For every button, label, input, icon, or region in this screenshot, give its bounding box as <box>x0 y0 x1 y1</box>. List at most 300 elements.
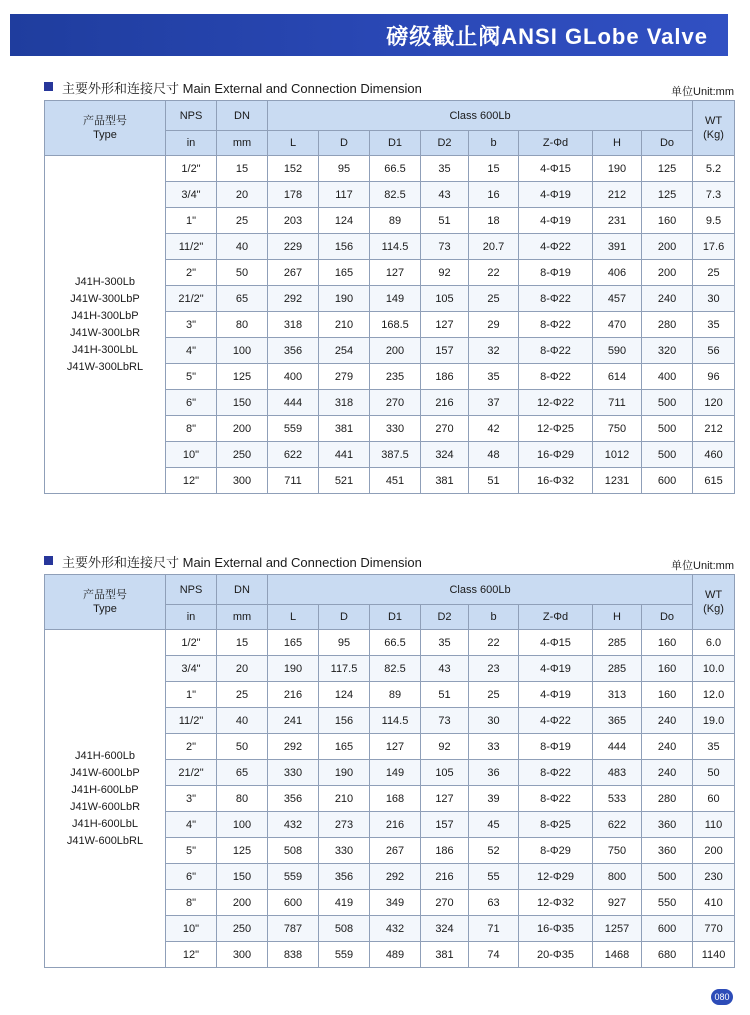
col-Do: Do <box>642 131 693 156</box>
cell-b: 51 <box>469 468 519 494</box>
cell-b: 33 <box>469 734 519 760</box>
cell-L: 400 <box>268 364 319 390</box>
cell-b: 48 <box>469 442 519 468</box>
cell-D1: 235 <box>370 364 421 390</box>
col-D1: D1 <box>370 605 421 630</box>
cell-dn: 150 <box>217 864 268 890</box>
cell-D2: 92 <box>421 734 469 760</box>
cell-nps: 10" <box>166 442 217 468</box>
cell-L: 190 <box>268 656 319 682</box>
cell-nps: 8" <box>166 416 217 442</box>
cell-Z: 8-Φ19 <box>519 734 593 760</box>
cell-nps: 1/2" <box>166 156 217 182</box>
cell-Z: 4-Φ15 <box>519 630 593 656</box>
cell-D1: 127 <box>370 260 421 286</box>
cell-L: 444 <box>268 390 319 416</box>
cell-wt: 17.6 <box>693 234 735 260</box>
cell-L: 165 <box>268 630 319 656</box>
cell-H: 406 <box>593 260 642 286</box>
dimension-table <box>44 100 735 494</box>
cell-nps: 3/4" <box>166 656 217 682</box>
model-name: J41W-300LbP <box>70 292 140 305</box>
cell-nps: 12" <box>166 942 217 968</box>
cell-D2: 43 <box>421 182 469 208</box>
dimension-table <box>44 574 735 968</box>
col-b: b <box>469 131 519 156</box>
cell-b: 37 <box>469 390 519 416</box>
cell-H: 590 <box>593 338 642 364</box>
cell-nps: 2" <box>166 260 217 286</box>
cell-nps: 4" <box>166 338 217 364</box>
cell-D1: 267 <box>370 838 421 864</box>
cell-Z: 12-Φ32 <box>519 890 593 916</box>
dn-header: DN <box>217 101 268 131</box>
cell-wt: 35 <box>693 312 735 338</box>
cell-H: 750 <box>593 838 642 864</box>
cell-nps: 5" <box>166 364 217 390</box>
cell-D1: 168 <box>370 786 421 812</box>
class-header: Class 600Lb <box>268 101 693 131</box>
model-list <box>45 630 166 968</box>
cell-H: 444 <box>593 734 642 760</box>
cell-wt: 410 <box>693 890 735 916</box>
cell-D: 273 <box>319 812 370 838</box>
model-list <box>45 156 166 494</box>
cell-dn: 15 <box>217 156 268 182</box>
col-Do: Do <box>642 605 693 630</box>
cell-nps: 21/2" <box>166 286 217 312</box>
table-row <box>45 156 735 182</box>
cell-nps: 12" <box>166 468 217 494</box>
cell-b: 35 <box>469 364 519 390</box>
cell-wt: 35 <box>693 734 735 760</box>
cell-L: 559 <box>268 864 319 890</box>
wt-header: WT (Kg) <box>693 101 735 156</box>
section-title: 主要外形和连接尺寸 Main External and Connection Dimension <box>62 81 422 96</box>
cell-nps: 3" <box>166 312 217 338</box>
cell-dn: 20 <box>217 656 268 682</box>
cell-D2: 381 <box>421 942 469 968</box>
cell-D2: 127 <box>421 786 469 812</box>
section-bullet-icon <box>44 556 53 565</box>
cell-Z: 8-Φ19 <box>519 260 593 286</box>
cell-D2: 43 <box>421 656 469 682</box>
cell-dn: 100 <box>217 338 268 364</box>
cell-wt: 25 <box>693 260 735 286</box>
cell-Z: 4-Φ19 <box>519 208 593 234</box>
cell-Do: 240 <box>642 760 693 786</box>
cell-D: 210 <box>319 312 370 338</box>
model-name: J41H-600LbP <box>71 783 139 796</box>
cell-D2: 216 <box>421 864 469 890</box>
table-row <box>45 630 735 656</box>
cell-D: 254 <box>319 338 370 364</box>
cell-Do: 160 <box>642 656 693 682</box>
cell-Z: 4-Φ15 <box>519 156 593 182</box>
cell-D: 165 <box>319 734 370 760</box>
cell-b: 71 <box>469 916 519 942</box>
cell-Z: 4-Φ19 <box>519 682 593 708</box>
cell-b: 22 <box>469 260 519 286</box>
cell-D: 330 <box>319 838 370 864</box>
cell-D2: 35 <box>421 156 469 182</box>
cell-L: 152 <box>268 156 319 182</box>
cell-Z: 8-Φ22 <box>519 286 593 312</box>
cell-b: 63 <box>469 890 519 916</box>
model-name: J41W-300LbR <box>69 326 141 339</box>
cell-nps: 11/2" <box>166 234 217 260</box>
cell-H: 711 <box>593 390 642 416</box>
cell-dn: 40 <box>217 234 268 260</box>
cell-Z: 12-Φ25 <box>519 416 593 442</box>
cell-Do: 360 <box>642 838 693 864</box>
cell-D: 190 <box>319 286 370 312</box>
cell-Do: 600 <box>642 916 693 942</box>
cell-Do: 240 <box>642 734 693 760</box>
cell-D2: 157 <box>421 338 469 364</box>
cell-L: 203 <box>268 208 319 234</box>
cell-wt: 60 <box>693 786 735 812</box>
col-Z: Z-Φd <box>519 131 593 156</box>
page-number: 080 <box>714 992 730 1002</box>
cell-D2: 35 <box>421 630 469 656</box>
cell-D2: 51 <box>421 682 469 708</box>
cell-wt: 615 <box>693 468 735 494</box>
cell-Z: 12-Φ29 <box>519 864 593 890</box>
cell-H: 927 <box>593 890 642 916</box>
table-body <box>45 630 735 968</box>
cell-dn: 25 <box>217 208 268 234</box>
cell-b: 22 <box>469 630 519 656</box>
cell-Z: 4-Φ19 <box>519 182 593 208</box>
cell-wt: 110 <box>693 812 735 838</box>
cell-D: 381 <box>319 416 370 442</box>
cell-wt: 230 <box>693 864 735 890</box>
cell-L: 356 <box>268 338 319 364</box>
cell-Do: 125 <box>642 182 693 208</box>
cell-nps: 3/4" <box>166 182 217 208</box>
model-name: J41H-300Lb <box>75 275 135 288</box>
cell-b: 25 <box>469 682 519 708</box>
cell-Do: 600 <box>642 468 693 494</box>
cell-b: 25 <box>469 286 519 312</box>
cell-nps: 21/2" <box>166 760 217 786</box>
cell-dn: 200 <box>217 890 268 916</box>
cell-Z: 8-Φ22 <box>519 312 593 338</box>
col-L: L <box>268 605 319 630</box>
model-name: J41H-600LbL <box>71 817 139 830</box>
cell-Do: 160 <box>642 208 693 234</box>
cell-D1: 451 <box>370 468 421 494</box>
cell-dn: 50 <box>217 734 268 760</box>
cell-D1: 270 <box>370 390 421 416</box>
cell-D1: 89 <box>370 682 421 708</box>
cell-dn: 100 <box>217 812 268 838</box>
cell-L: 318 <box>268 312 319 338</box>
cell-b: 52 <box>469 838 519 864</box>
page-number-badge <box>711 989 733 1005</box>
cell-D2: 381 <box>421 468 469 494</box>
cell-dn: 80 <box>217 786 268 812</box>
cell-wt: 50 <box>693 760 735 786</box>
cell-L: 292 <box>268 734 319 760</box>
cell-Z: 16-Φ32 <box>519 468 593 494</box>
cell-nps: 3" <box>166 786 217 812</box>
cell-wt: 6.0 <box>693 630 735 656</box>
cell-Do: 500 <box>642 390 693 416</box>
cell-H: 533 <box>593 786 642 812</box>
model-name: J41W-600LbRL <box>66 834 144 847</box>
section-title: 主要外形和连接尺寸 Main External and Connection Dimension <box>62 555 422 570</box>
cell-H: 313 <box>593 682 642 708</box>
col-L: L <box>268 131 319 156</box>
cell-wt: 7.3 <box>693 182 735 208</box>
cell-D: 156 <box>319 708 370 734</box>
cell-b: 74 <box>469 942 519 968</box>
cell-H: 483 <box>593 760 642 786</box>
cell-Do: 400 <box>642 364 693 390</box>
cell-L: 241 <box>268 708 319 734</box>
cell-nps: 2" <box>166 734 217 760</box>
model-name: J41W-600LbP <box>70 766 140 779</box>
cell-D1: 168.5 <box>370 312 421 338</box>
cell-Do: 240 <box>642 708 693 734</box>
cell-L: 229 <box>268 234 319 260</box>
cell-Z: 8-Φ22 <box>519 338 593 364</box>
cell-H: 470 <box>593 312 642 338</box>
cell-L: 559 <box>268 416 319 442</box>
cell-H: 622 <box>593 812 642 838</box>
cell-D2: 270 <box>421 416 469 442</box>
cell-L: 178 <box>268 182 319 208</box>
cell-wt: 5.2 <box>693 156 735 182</box>
cell-Z: 16-Φ29 <box>519 442 593 468</box>
cell-D: 95 <box>319 630 370 656</box>
cell-nps: 6" <box>166 864 217 890</box>
cell-Do: 320 <box>642 338 693 364</box>
nps-header: NPS <box>166 101 217 131</box>
cell-dn: 15 <box>217 630 268 656</box>
model-name: J41H-600Lb <box>75 749 135 762</box>
cell-H: 1231 <box>593 468 642 494</box>
cell-nps: 8" <box>166 890 217 916</box>
dn-header: DN <box>217 575 268 605</box>
model-name: J41H-300LbL <box>71 343 139 356</box>
cell-Z: 20-Φ35 <box>519 942 593 968</box>
cell-D: 521 <box>319 468 370 494</box>
cell-dn: 250 <box>217 916 268 942</box>
dimension-section-300lb <box>44 78 734 494</box>
cell-wt: 460 <box>693 442 735 468</box>
cell-dn: 65 <box>217 286 268 312</box>
cell-L: 838 <box>268 942 319 968</box>
model-name: J41W-300LbRL <box>66 360 144 373</box>
cell-dn: 50 <box>217 260 268 286</box>
cell-L: 787 <box>268 916 319 942</box>
section-bullet-icon <box>44 82 53 91</box>
cell-H: 457 <box>593 286 642 312</box>
dn-unit: mm <box>217 605 268 630</box>
cell-nps: 4" <box>166 812 217 838</box>
cell-dn: 40 <box>217 708 268 734</box>
cell-b: 36 <box>469 760 519 786</box>
cell-Z: 4-Φ22 <box>519 234 593 260</box>
cell-D: 419 <box>319 890 370 916</box>
cell-D: 165 <box>319 260 370 286</box>
cell-b: 16 <box>469 182 519 208</box>
cell-Do: 200 <box>642 260 693 286</box>
cell-L: 330 <box>268 760 319 786</box>
cell-wt: 212 <box>693 416 735 442</box>
cell-b: 55 <box>469 864 519 890</box>
cell-wt: 30 <box>693 286 735 312</box>
cell-dn: 200 <box>217 416 268 442</box>
cell-D2: 324 <box>421 916 469 942</box>
cell-Do: 280 <box>642 312 693 338</box>
cell-nps: 5" <box>166 838 217 864</box>
cell-H: 365 <box>593 708 642 734</box>
cell-b: 39 <box>469 786 519 812</box>
cell-wt: 56 <box>693 338 735 364</box>
col-b: b <box>469 605 519 630</box>
cell-Z: 4-Φ22 <box>519 708 593 734</box>
nps-unit: in <box>166 605 217 630</box>
cell-wt: 1140 <box>693 942 735 968</box>
cell-Do: 200 <box>642 234 693 260</box>
cell-nps: 1" <box>166 208 217 234</box>
cell-D2: 105 <box>421 760 469 786</box>
cell-D1: 330 <box>370 416 421 442</box>
cell-Do: 680 <box>642 942 693 968</box>
cell-D: 124 <box>319 208 370 234</box>
cell-dn: 125 <box>217 838 268 864</box>
dimension-section-600lb <box>44 552 734 968</box>
cell-L: 356 <box>268 786 319 812</box>
cell-H: 391 <box>593 234 642 260</box>
cell-D1: 432 <box>370 916 421 942</box>
cell-H: 285 <box>593 656 642 682</box>
col-D1: D1 <box>370 131 421 156</box>
model-name: J41W-600LbR <box>69 800 141 813</box>
cell-dn: 150 <box>217 390 268 416</box>
cell-Do: 360 <box>642 812 693 838</box>
cell-D1: 82.5 <box>370 656 421 682</box>
cell-D: 279 <box>319 364 370 390</box>
banner-title: 磅级截止阀ANSI GLobe Valve <box>386 23 708 49</box>
cell-D1: 349 <box>370 890 421 916</box>
nps-header: NPS <box>166 575 217 605</box>
cell-Do: 550 <box>642 890 693 916</box>
cell-H: 1257 <box>593 916 642 942</box>
cell-H: 614 <box>593 364 642 390</box>
cell-D: 124 <box>319 682 370 708</box>
cell-nps: 1/2" <box>166 630 217 656</box>
col-D: D <box>319 131 370 156</box>
cell-D2: 186 <box>421 838 469 864</box>
cell-D1: 66.5 <box>370 630 421 656</box>
cell-Z: 8-Φ22 <box>519 364 593 390</box>
cell-H: 750 <box>593 416 642 442</box>
cell-D1: 82.5 <box>370 182 421 208</box>
cell-D2: 73 <box>421 708 469 734</box>
nps-unit: in <box>166 131 217 156</box>
cell-H: 212 <box>593 182 642 208</box>
cell-dn: 80 <box>217 312 268 338</box>
type-header: 产品型号 Type <box>45 575 166 630</box>
cell-D2: 186 <box>421 364 469 390</box>
col-H: H <box>593 605 642 630</box>
cell-wt: 19.0 <box>693 708 735 734</box>
cell-Do: 160 <box>642 682 693 708</box>
cell-L: 267 <box>268 260 319 286</box>
cell-D1: 149 <box>370 760 421 786</box>
cell-wt: 12.0 <box>693 682 735 708</box>
cell-D1: 66.5 <box>370 156 421 182</box>
cell-b: 45 <box>469 812 519 838</box>
cell-wt: 120 <box>693 390 735 416</box>
wt-header: WT (Kg) <box>693 575 735 630</box>
cell-H: 190 <box>593 156 642 182</box>
dn-unit: mm <box>217 131 268 156</box>
cell-nps: 6" <box>166 390 217 416</box>
cell-Z: 8-Φ22 <box>519 786 593 812</box>
model-name: J41H-300LbP <box>71 309 139 322</box>
cell-D1: 149 <box>370 286 421 312</box>
col-Z: Z-Φd <box>519 605 593 630</box>
cell-D: 156 <box>319 234 370 260</box>
cell-dn: 300 <box>217 468 268 494</box>
cell-D: 117.5 <box>319 656 370 682</box>
cell-D2: 270 <box>421 890 469 916</box>
cell-D: 441 <box>319 442 370 468</box>
cell-D2: 105 <box>421 286 469 312</box>
cell-H: 800 <box>593 864 642 890</box>
cell-Do: 500 <box>642 442 693 468</box>
cell-L: 508 <box>268 838 319 864</box>
cell-D: 508 <box>319 916 370 942</box>
col-H: H <box>593 131 642 156</box>
cell-D: 318 <box>319 390 370 416</box>
cell-dn: 250 <box>217 442 268 468</box>
cell-b: 42 <box>469 416 519 442</box>
cell-D1: 114.5 <box>370 708 421 734</box>
cell-b: 15 <box>469 156 519 182</box>
cell-L: 622 <box>268 442 319 468</box>
cell-D2: 127 <box>421 312 469 338</box>
cell-b: 20.7 <box>469 234 519 260</box>
unit-label: 单位Unit:mm <box>671 86 734 98</box>
cell-wt: 200 <box>693 838 735 864</box>
cell-D1: 292 <box>370 864 421 890</box>
cell-b: 23 <box>469 656 519 682</box>
cell-b: 30 <box>469 708 519 734</box>
cell-Do: 160 <box>642 630 693 656</box>
cell-nps: 1" <box>166 682 217 708</box>
cell-L: 292 <box>268 286 319 312</box>
cell-Z: 16-Φ35 <box>519 916 593 942</box>
page-banner <box>10 14 728 56</box>
cell-Do: 280 <box>642 786 693 812</box>
cell-L: 600 <box>268 890 319 916</box>
unit-label: 单位Unit:mm <box>671 560 734 572</box>
cell-D: 210 <box>319 786 370 812</box>
cell-H: 1012 <box>593 442 642 468</box>
cell-D2: 216 <box>421 390 469 416</box>
cell-wt: 10.0 <box>693 656 735 682</box>
cell-D2: 324 <box>421 442 469 468</box>
cell-D1: 200 <box>370 338 421 364</box>
cell-wt: 770 <box>693 916 735 942</box>
